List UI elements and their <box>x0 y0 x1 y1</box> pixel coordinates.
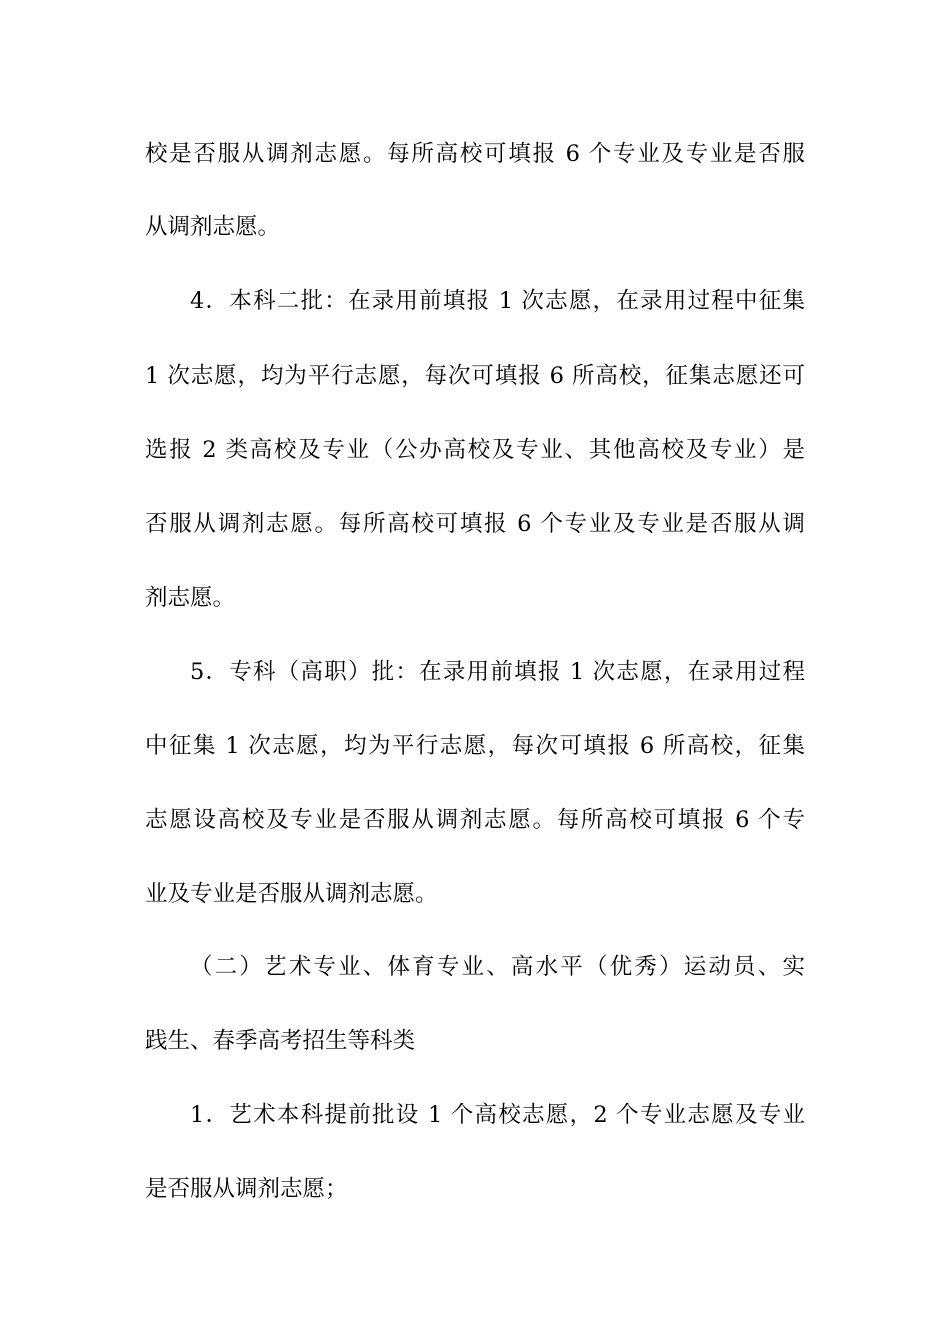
text-line: 1 次志愿，均为平行志愿，每次可填报 6 所高校，征集志愿还可 <box>145 363 805 389</box>
text-line: 是否服从调剂志愿； <box>145 1176 348 1202</box>
text-line: 剂志愿。 <box>145 585 236 611</box>
text-line: 否服从调剂志愿。每所高校可填报 6 个专业及专业是否服从调 <box>145 511 805 537</box>
text-line: 践生、春季高考招生等科类 <box>145 1028 416 1054</box>
text-line: 志愿设高校及专业是否服从调剂志愿。每所高校可填报 6 个专 <box>145 807 805 833</box>
paragraph-heading-4: 4．本科二批：在录用前填报 1 次志愿，在录用过程中征集 <box>190 288 805 314</box>
paragraph-heading-5: 5．专科（高职）批：在录用前填报 1 次志愿，在录用过程 <box>190 659 805 685</box>
section-heading-2: （二）艺术专业、体育专业、高水平（优秀）运动员、实 <box>190 954 805 980</box>
text-line: 校是否服从调剂志愿。每所高校可填报 6 个专业及专业是否服 <box>145 141 805 167</box>
paragraph-heading-1: 1．艺术本科提前批设 1 个高校志愿，2 个专业志愿及专业 <box>190 1102 805 1128</box>
text-line: 从调剂志愿。 <box>145 214 281 240</box>
text-line: 选报 2 类高校及专业（公办高校及专业、其他高校及专业）是 <box>145 437 805 463</box>
text-line: 业及专业是否服从调剂志愿。 <box>145 881 438 907</box>
text-line: 中征集 1 次志愿，均为平行志愿，每次可填报 6 所高校，征集 <box>145 733 805 759</box>
